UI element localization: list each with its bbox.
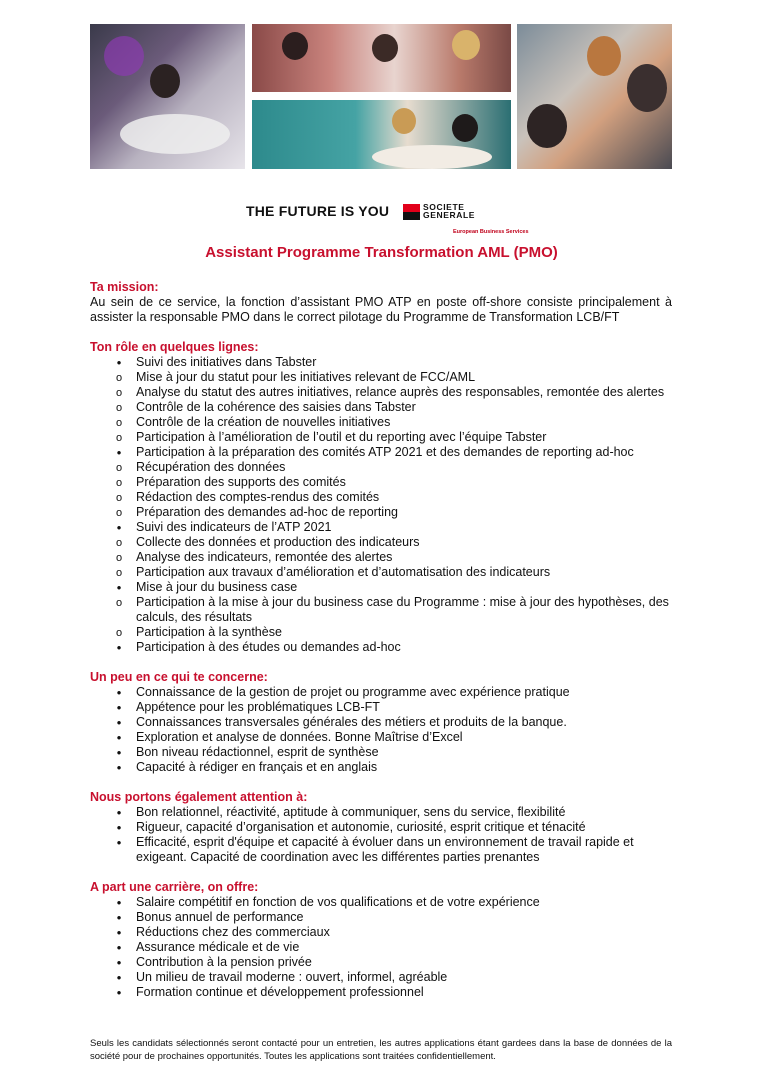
list-item-text: Bon niveau rédactionnel, esprit de synthèse	[136, 745, 379, 759]
list-item	[90, 595, 672, 625]
list-item-text: Récupération des données	[136, 460, 286, 474]
list-item	[90, 445, 672, 460]
circle-bullet-icon	[112, 430, 126, 446]
list-item	[90, 970, 672, 985]
offer-list	[90, 895, 672, 1000]
list-item	[90, 535, 672, 550]
role-heading: Ton rôle en quelques lignes:	[90, 340, 259, 354]
office-photo-2	[252, 24, 511, 92]
list-item-text: Un milieu de travail moderne : ouvert, informel, agréable	[136, 970, 448, 984]
circle-bullet-icon	[112, 385, 126, 401]
list-item-text: Formation continue et développement professionnel	[136, 985, 424, 999]
list-item-text: Connaissance de la gestion de projet ou programme avec expérience pratique	[136, 685, 570, 699]
list-item	[90, 355, 672, 370]
bullet-icon	[112, 700, 126, 716]
circle-bullet-icon	[112, 400, 126, 416]
circle-bullet-icon	[112, 550, 126, 566]
offer-heading: A part une carrière, on offre:	[90, 880, 259, 894]
list-item-text: Assurance médicale et de vie	[136, 940, 300, 954]
societe-generale-logo-icon	[403, 204, 420, 220]
circle-bullet-icon	[112, 595, 126, 611]
list-item	[90, 760, 672, 775]
role-list	[90, 355, 672, 655]
circle-bullet-icon	[112, 370, 126, 386]
list-item-text: Participation aux travaux d’amélioration et d’automatisation des indicateurs	[136, 565, 551, 579]
circle-bullet-icon	[112, 625, 126, 641]
bullet-icon	[112, 910, 126, 926]
list-item	[90, 685, 672, 700]
concern-heading: Un peu en ce qui te concerne:	[90, 670, 268, 684]
office-photo-1	[90, 24, 245, 169]
bullet-icon	[112, 940, 126, 956]
bullet-icon	[112, 835, 126, 851]
list-item-text: Participation à l’amélioration de l’outil et du reporting avec l’équipe Tabster	[136, 430, 547, 444]
list-item-text: Contrôle de la création de nouvelles initiatives	[136, 415, 391, 429]
logo-brand-line2: GENERALE	[423, 210, 476, 220]
list-item	[90, 505, 672, 520]
list-item-text: Rigueur, capacité d’organisation et autonomie, curiosité, esprit critique et ténacité	[136, 820, 586, 834]
list-item-text: Appétence pour les problématiques LCB-FT	[136, 700, 380, 714]
list-item	[90, 370, 672, 385]
attention-list	[90, 805, 672, 865]
bullet-icon	[112, 520, 126, 536]
list-item-text: Contribution à la pension privée	[136, 955, 312, 969]
list-item-text: Contrôle de la cohérence des saisies dans Tabster	[136, 400, 416, 414]
list-item	[90, 475, 672, 490]
bullet-icon	[112, 895, 126, 911]
logo-brand-name	[423, 203, 493, 219]
circle-bullet-icon	[112, 535, 126, 551]
bullet-icon	[112, 925, 126, 941]
bullet-icon	[112, 355, 126, 371]
list-item	[90, 580, 672, 595]
bullet-icon	[112, 760, 126, 776]
list-item	[90, 700, 672, 715]
attention-heading: Nous portons également attention à:	[90, 790, 308, 804]
list-item	[90, 955, 672, 970]
bullet-icon	[112, 580, 126, 596]
list-item	[90, 460, 672, 475]
list-item-text: Participation à la préparation des comités ATP 2021 et des demandes de reporting ad-hoc	[136, 445, 634, 459]
list-item	[90, 400, 672, 415]
bullet-icon	[112, 685, 126, 701]
list-item	[90, 730, 672, 745]
circle-bullet-icon	[112, 490, 126, 506]
list-item	[90, 745, 672, 760]
logo-subtitle: European Business Services	[453, 229, 529, 235]
list-item	[90, 625, 672, 640]
list-item	[90, 550, 672, 565]
list-item	[90, 385, 672, 400]
list-item-text: Exploration et analyse de données. Bonne Maîtrise d’Excel	[136, 730, 463, 744]
list-item-text: Suivi des initiatives dans Tabster	[136, 355, 317, 369]
list-item-text: Mise à jour du statut pour les initiatives relevant de FCC/AML	[136, 370, 476, 384]
list-item-text: Collecte des données et production des indicateurs	[136, 535, 420, 549]
job-title: Assistant Programme Transformation AML (PMO)	[205, 244, 558, 261]
bullet-icon	[112, 730, 126, 746]
footer-note: Seuls les candidats sélectionnés seront contacté pour un entretien, les autres applications étant gardees dans la base de données de la société pour de prochaines opportunités. Toutes les applications sont traitées confidentiellement.	[90, 1038, 672, 1062]
job-description	[90, 280, 672, 1000]
bullet-icon	[112, 445, 126, 461]
list-item-text: Préparation des supports des comités	[136, 475, 346, 489]
list-item-text: Rédaction des comptes-rendus des comités	[136, 490, 380, 504]
list-item	[90, 910, 672, 925]
list-item	[90, 820, 672, 835]
list-item	[90, 520, 672, 535]
list-item-text: Préparation des demandes ad-hoc de reporting	[136, 505, 398, 519]
list-item	[90, 985, 672, 1000]
list-item	[90, 490, 672, 505]
list-item	[90, 925, 672, 940]
list-item-text: Réductions chez des commerciaux	[136, 925, 330, 939]
circle-bullet-icon	[112, 475, 126, 491]
list-item-text: Mise à jour du business case	[136, 580, 298, 594]
list-item	[90, 895, 672, 910]
list-item-text: Participation à la synthèse	[136, 625, 282, 639]
list-item	[90, 640, 672, 655]
list-item	[90, 430, 672, 445]
list-item-text: Analyse du statut des autres initiatives, relance auprès des responsables, remontée des alertes	[136, 385, 665, 399]
bullet-icon	[112, 970, 126, 986]
bullet-icon	[112, 955, 126, 971]
circle-bullet-icon	[112, 505, 126, 521]
bullet-icon	[112, 805, 126, 821]
mission-heading: Ta mission:	[90, 280, 159, 294]
list-item-text: Efficacité, esprit d'équipe et capacité à évoluer dans un environnement de travail rapide et exigeant. Capacité de coordination avec les différentes parties prenantes	[136, 835, 634, 864]
list-item-text: Salaire compétitif en fonction de vos qualifications et de votre expérience	[136, 895, 540, 909]
office-photo-4	[517, 24, 672, 169]
concern-list	[90, 685, 672, 775]
list-item	[90, 415, 672, 430]
list-item-text: Participation à des études ou demandes ad-hoc	[136, 640, 401, 654]
list-item	[90, 805, 672, 820]
brand-logo	[246, 202, 529, 239]
list-item-text: Analyse des indicateurs, remontée des alertes	[136, 550, 393, 564]
list-item-text: Capacité à rédiger en français et en anglais	[136, 760, 378, 774]
bullet-icon	[112, 820, 126, 836]
list-item-text: Suivi des indicateurs de l’ATP 2021	[136, 520, 332, 534]
circle-bullet-icon	[112, 415, 126, 431]
photo-collage	[90, 24, 672, 169]
bullet-icon	[112, 985, 126, 1001]
list-item	[90, 835, 672, 865]
bullet-icon	[112, 745, 126, 761]
circle-bullet-icon	[112, 565, 126, 581]
list-item-text: Participation à la mise à jour du business case du Programme : mise à jour des hypothèses, des calculs, des résultats	[136, 595, 669, 624]
list-item-text: Bonus annuel de performance	[136, 910, 304, 924]
list-item-text: Connaissances transversales générales des métiers et produits de la banque.	[136, 715, 567, 729]
mission-text: Au sein de ce service, la fonction d’assistant PMO ATP en poste off-shore consiste principalement à assister la responsable PMO dans le correct pilotage du Programme de Transformation LCB/FT	[90, 295, 672, 324]
list-item	[90, 940, 672, 955]
office-photo-3	[252, 100, 511, 169]
bullet-icon	[112, 715, 126, 731]
bullet-icon	[112, 640, 126, 656]
list-item-text: Bon relationnel, réactivité, aptitude à communiquer, sens du service, flexibilité	[136, 805, 566, 819]
list-item	[90, 715, 672, 730]
list-item	[90, 565, 672, 580]
logo-brand-line1: SOCIETE	[423, 202, 465, 212]
circle-bullet-icon	[112, 460, 126, 476]
logo-tagline: THE FUTURE IS YOU	[246, 203, 390, 219]
